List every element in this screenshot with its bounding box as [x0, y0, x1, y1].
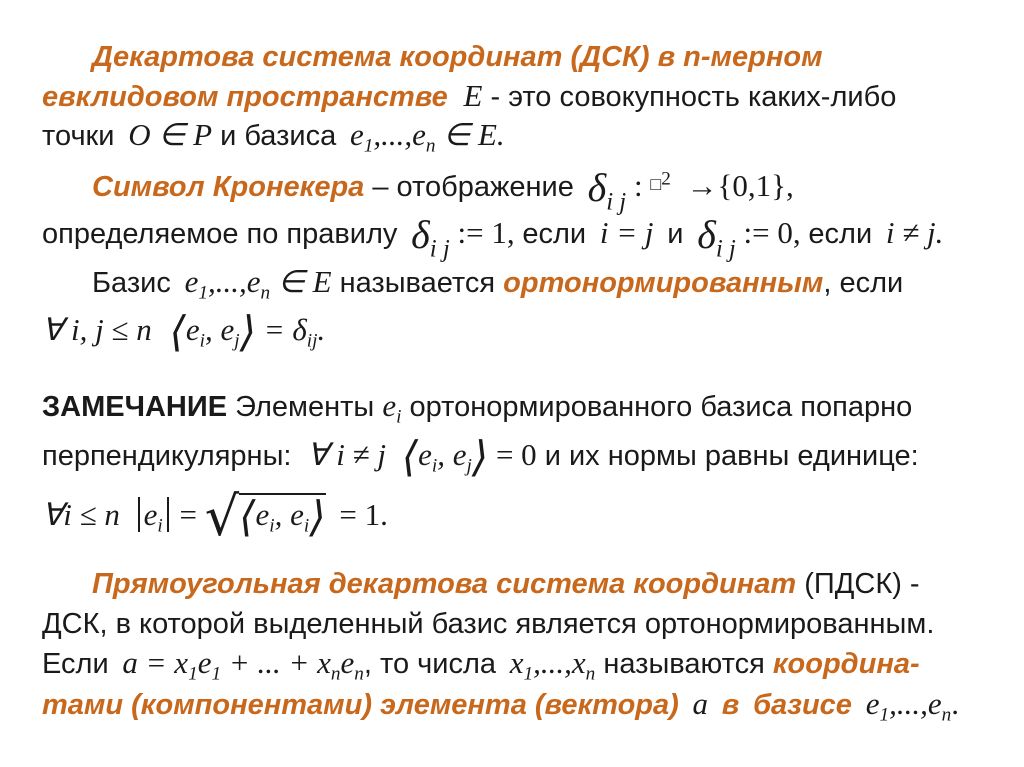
if-2: если	[808, 218, 873, 250]
p2-line1	[92, 165, 794, 216]
map-colon: :	[626, 168, 651, 203]
cond-2: i ≠ j.	[885, 215, 944, 250]
p4-text2: ортонормированного базиса попарно	[401, 391, 913, 423]
basis-formula-3: $e_1,...,e_n$	[865, 686, 952, 726]
space-symbol: E	[463, 78, 483, 113]
p1-line1	[92, 38, 823, 75]
p3-lead: Базис	[92, 267, 171, 299]
p1-line3	[42, 117, 505, 157]
kronecker-eq: = $\delta_{ij}$.	[263, 312, 326, 352]
dsk-term-cont: евклидовом пространстве	[42, 81, 448, 113]
kronecker-term: Символ Кронекера	[92, 171, 365, 203]
p5-text: ДСК, в которой выделенный базис является ортонормированным.	[42, 608, 935, 640]
sqrt-icon: √	[204, 485, 240, 548]
pdsk-term: Прямоугольная декартова система координат	[92, 568, 797, 600]
p2-text2: определяемое по правилу	[42, 218, 398, 250]
p1-text2: точки	[42, 120, 115, 152]
forall-i-ne-j: ∀ i ≠ j	[307, 437, 386, 472]
cond-1: i = j	[599, 215, 654, 250]
delta-symbol: $\delta_{i j}$	[587, 165, 627, 216]
basis-formula: $e_1,...,e_n$ ∈ E.	[349, 117, 505, 157]
origin-formula: O ∈ P	[128, 117, 213, 152]
power: 2	[661, 168, 671, 190]
vector-a: a	[692, 686, 709, 721]
orthonormal-term: ортонормированным	[503, 267, 824, 299]
missing-glyph: □	[650, 174, 662, 194]
p3-line1	[92, 264, 904, 304]
p2-text: – отображение	[364, 171, 574, 203]
p5-line2	[42, 605, 934, 642]
p4-line1	[42, 388, 913, 428]
delta-2: $\delta_{i j}$	[697, 212, 736, 263]
pdsk-abbr: (ПДСК) -	[796, 568, 920, 600]
p5-end: .	[951, 686, 959, 721]
if-1: если	[522, 218, 587, 250]
p3-called: называется	[331, 267, 504, 299]
in-word: в	[721, 689, 740, 721]
p1-text3: и базиса	[212, 120, 337, 152]
eq-zero: = 0	[495, 437, 537, 472]
def-0: := 0,	[735, 215, 809, 250]
p4-line2	[42, 432, 919, 481]
ei-symbol: $e_i$	[382, 388, 402, 428]
p3-line2	[42, 307, 326, 356]
basis-formula-2: $e_1,...,e_n$ ∈ E	[184, 264, 332, 304]
and: и	[667, 218, 684, 250]
remark-heading: ЗАМЕЧАНИЕ	[42, 391, 228, 423]
p5-line1	[92, 565, 920, 602]
p4-text3: перпендикулярны:	[42, 440, 292, 472]
basis-word: базисе	[753, 689, 852, 721]
coords-term: координа-	[772, 648, 920, 680]
decomposition-formula: $a = x_1e_1$ + ... + $x_ne_n$	[122, 645, 364, 685]
def-1: := 1,	[449, 215, 523, 250]
p5-line4	[42, 686, 959, 726]
p4-line3: ∀i ≤ n $e_i$ = $√⟨e_i$, $e_i⟩ = 1$.	[42, 485, 388, 548]
p5-then: , то числа	[363, 648, 497, 680]
p1-line2	[42, 78, 896, 115]
inner-product: $⟨e_i$, $e_j⟩$	[169, 307, 256, 356]
p5-line3	[42, 645, 920, 685]
dsk-term: Декартова система координат (ДСК) в n-мерном	[92, 41, 823, 73]
p3-if: , если	[823, 267, 904, 299]
coords-term-cont: тами (компонентами) элемента (вектора)	[42, 689, 679, 721]
p1-text: - это совокупность каких-либо	[482, 81, 897, 113]
coords-formula: $x_1,...,x_n$	[509, 645, 596, 685]
p4-text: Элементы	[227, 391, 383, 423]
delta-1: $\delta_{i j}$	[411, 212, 450, 263]
p2-line2	[42, 212, 944, 263]
inner-product-2: $⟨e_i$, $e_j⟩$	[401, 432, 489, 481]
norm: $e_i$	[138, 497, 169, 532]
forall-i: ∀i ≤ n	[42, 497, 120, 532]
p4-text4: и их нормы равны единице:	[536, 440, 919, 472]
p5-if: Если	[42, 648, 109, 680]
forall-ij: ∀ i, j ≤ n	[42, 312, 152, 347]
eq-one: = 1.	[339, 497, 388, 532]
p5-called: называются	[595, 648, 773, 680]
sqrt-body: $⟨e_i$, $e_i⟩$	[239, 492, 326, 541]
codomain: →{0,1},	[686, 168, 794, 203]
